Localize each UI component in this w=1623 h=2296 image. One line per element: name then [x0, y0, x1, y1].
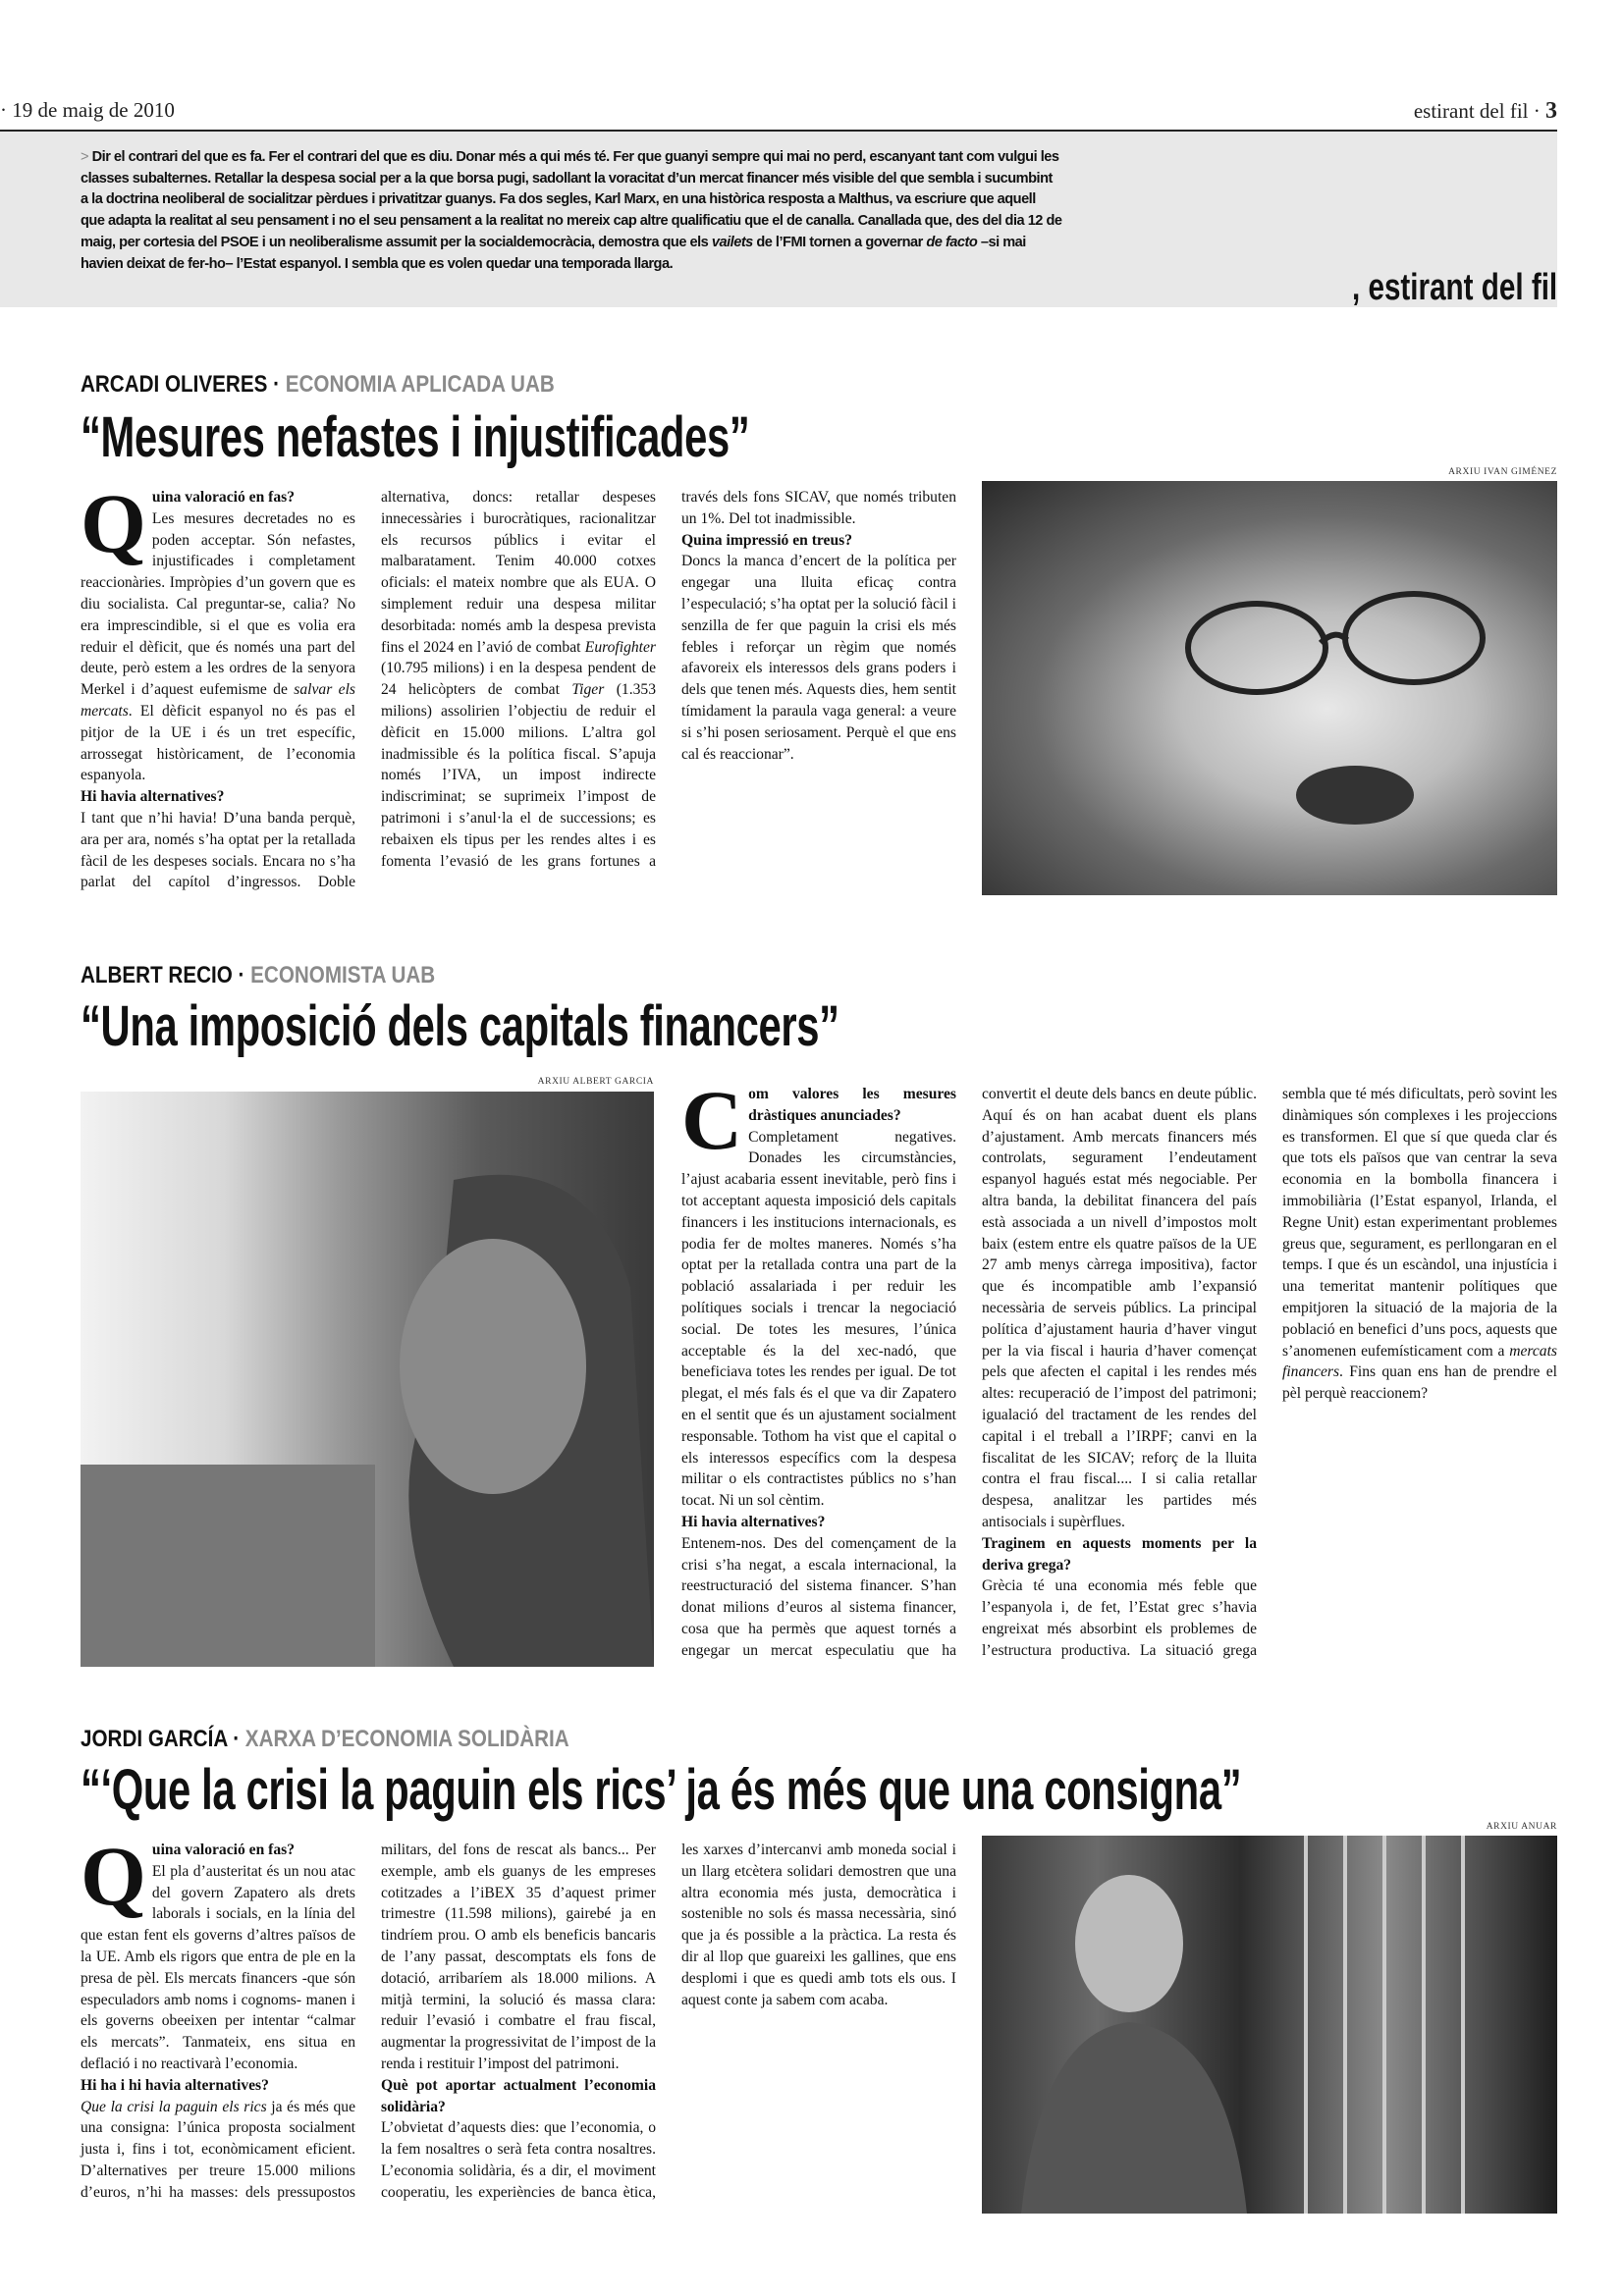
text-run: Grècia té una economia més feble que l’espanyola i, de fet, l’Estat grec s’havia engreixat més absorbint els problemes de l’estructura productiva. La situació grega sembla que té més dificultats, però sovint les dinàmiques són complexes i les projeccions es transformen. El que sí que queda clar és que tots els països que van centrar la seva economia en la bombolla financera i immobiliària (l’Estat espanyol, Irlanda, el Regne Unit) estan experimentant problemes greus que, segurament, es perllongaran en el temps. I que és un escàndol, una injustícia i una temeritat mantenir polítiques que empitjoren la situació de la majoria de la població en benefici d’uns pocs, aquests que s’anomenen eufemísticament com a — [982, 1086, 1557, 1659]
text-run: Dir el contrari del que es fa. Fer el contrari del que es diu. Donar més a qui més té. Fer que guanyi sempre qui mai no perd, escanyant tant com vulgui les classes subalternes. Retallar la despesa social per a la que borsa pugi, sadollant la voracitat d’un mercat financer més visible del que sembla i sucumbint a la doctrina neoliberal de socialitzar pèrdues i privatitzar guanys. Fa dos segles, Karl Marx, en una històrica resposta a Malthus, va escriure que aquell que adapta la realitat al seu pensament i no el seu pensament a la realitat no mereix cap altre qualificatiu que el de canalla. Canallada que, des del dia 12 de maig, per cortesia del PSOE i un neoliberalisme assumit per la socialdemocràcia, demostra que els — [81, 149, 1062, 250]
italic-text: mercats financers — [1282, 1342, 1557, 1381]
qa-block — [81, 1829, 355, 2075]
text-run: (10.795 milions) i en la despesa pendent de 24 helicòpters de combat — [381, 660, 656, 699]
question: Hi havia alternatives? — [681, 1513, 826, 1530]
italic-text: Tiger — [571, 681, 605, 699]
photo-credit: ARXIU ALBERT GARCIA — [537, 1077, 654, 1087]
author: ARCADI OLIVERES — [81, 371, 268, 398]
italic-text: Eurofighter — [584, 638, 656, 656]
page-number: 3 — [1545, 98, 1557, 124]
italic-text: Que la crisi la paguin els rics — [81, 2098, 267, 2115]
photo-credit: ARXIU IVAN GIMÉNEZ — [1448, 467, 1557, 477]
section-title: , estirant del fil — [1351, 267, 1557, 308]
header-section: estirant del fil · 3 — [1413, 98, 1557, 124]
article-1-kicker — [81, 371, 555, 399]
author: ALBERT RECIO — [81, 962, 233, 988]
qa-block — [681, 1073, 956, 1512]
question: Hi ha i hi havia alternatives? — [81, 2076, 269, 2094]
author: JORDI GARCÍA — [81, 1726, 228, 1752]
article-1-headline: “Mesures nefastes i injustificades” — [81, 405, 750, 469]
section-name: estirant del fil — [1413, 99, 1529, 123]
question: Hi havia alternatives? — [81, 788, 225, 806]
italic-text: salvar els mercats — [81, 681, 355, 720]
text-run: ja és més que una consigna: l’única proposta socialment justa i, fins i tot, econòmicament eficient. D’alternatives per treure 15.000 milions d’euros, n’hi ha masses: dels pressupostos militars, del fons de rescat als bancs... Per exemple, amb els guanys de les empreses cotitzades a l’iBEX 35 d’aquest primer trimestre (11.598 milions), gairebé ja en tindríem prou. O amb els beneficis bancaris de l’any passat, descomptats els fons de dotació, arribaríem als 18.000 milions. A mitjà termini, la solució és massa clara: reduir l’evasió i combatre el frau fiscal, augmentar la progressivitat de l’impost de la renda i restituir l’impost del patrimoni. — [81, 1842, 656, 2201]
text-run: (1.353 milions) assolirien l’objectiu de reduir el dèficit en 15.000 milions. L’altra gol inadmissible és la política fiscal. S’apuja només l’IVA, un impost indirecte indiscriminat; se suprimeix l’impost de patrimoni i s’anul·la el de successions; es rebaixen els tipus per les rendes altes i es fomenta l’evasió de les grans fortunes a través dels fons SICAV, que només tributen un 1%. Del tot inadmissible. — [381, 489, 956, 870]
article-2-kicker — [81, 962, 435, 989]
qa-block — [681, 530, 956, 766]
portrait-photo-arcadi-oliveres — [982, 481, 1557, 895]
date: 19 de maig de 2010 — [12, 98, 175, 122]
text-run: Completament negatives. Donades les circumstàncies, l’ajust acabaria essent inevitable, però fins i tot acceptant aquesta imposició dels capitals financers i les institucions internacionals, es podia fer de moltes maneres. Només s’ha optat per la retallada contra una part de la població assalariada i per reduir les polítiques socials i trencar la negociació social. De totes les mesures, l’única acceptable és la del xec-nadó, que beneficiava totes les rendes per igual. De tot plegat, el més fals és el que va dir Zapatero en el sentit que és un ajustament socialment responsable. Tothom ha vist que el capital o els interessos específics com la despesa militar o els contractistes públics no s’han tocat. Ni un sol cèntim. — [681, 1128, 956, 1510]
article-3-body — [81, 1829, 956, 2222]
question: Què pot aportar actualment l’economia solidària? — [381, 2076, 656, 2115]
photo-credit: ARXIU ANUAR — [1486, 1822, 1557, 1832]
photo-illustration — [982, 1836, 1557, 2214]
text-run: Doncs la manca d’encert de la política per engegar una lluita eficaç contra l’especulació; s’ha optat per la solució fàcil i senzilla de fer que paguin la crisi els més febles i reforçar un règim que només afavoreix els interessos dels grans poders i dels que tenen més. Aquests dies, hem sentit tímidament la paraula vaga general: a veure si s’hi posen seriosament. Perquè el que ens cal és reaccionar”. — [681, 553, 956, 763]
separator: · — [267, 371, 286, 398]
article-1-body — [81, 476, 956, 899]
question: Com valores les mesures dràstiques anunciades? — [681, 1073, 956, 1167]
separator: · — [232, 962, 251, 988]
portrait-photo-albert-recio — [81, 1092, 654, 1667]
author-role: XARXA D’ECONOMIA SOLIDÀRIA — [244, 1726, 569, 1752]
photo-illustration — [982, 481, 1557, 895]
qa-block — [81, 476, 355, 786]
italic-text: de facto — [926, 234, 978, 250]
separator: · — [227, 1726, 245, 1752]
text-run: Les mesures decretades no es poden acceptar. Són nefastes, injustificades i completament reaccionàries. Impròpies d’un govern que es diu socialista. Cal preguntar-se, calia? No era imprescindible, si el que es volia era reduir el dèficit, que és només una part del deute, però estem a les ordres de la senyora Merkel i d’aquest eufemisme de — [81, 509, 355, 699]
italic-text: vailets — [711, 234, 753, 250]
text-run: El pla d’austeritat és un nou atac del govern Zapatero als drets laborals i socials, en la línia del que estan fent els governs d’altres països de la UE. Amb els rigors que entra de ple en la presa de pèl. Els mercats financers -que són especuladors amb noms i cognoms- manen i els governs obeeixen per intentar “calmar els mercats”. Tanmateix, ens situa en deflació i no reactivarà l’economia. — [81, 1862, 355, 2072]
article-3-kicker — [81, 1726, 569, 1753]
author-role: ECONOMISTA UAB — [250, 962, 436, 988]
question: Quina valoració en fas? — [81, 1829, 296, 1923]
text-run: . Fins quan ens han de prendre el pèl perquè reaccionem? — [1282, 1363, 1557, 1403]
article-3-headline: “‘Que la crisi la paguin els rics’ ja és més que una consigna” — [81, 1758, 1242, 1822]
portrait-photo-jordi-garcia — [982, 1836, 1557, 2214]
author-role: ECONOMIA APLICADA UAB — [285, 371, 555, 398]
header-date: · 19 de maig de 2010 — [0, 98, 175, 122]
text-run: Entenem-nos. Des del començament de la crisi s’ha negat, a escala internacional, la reestructuració del sistema financer. S’han donat milions d’euros al sistema financer, cosa que ha permès que aquest tornés a engegar un mercat especulatiu que ha convertit el deute dels bancs en deute públic. Aquí és on han acabat duent els plans d’ajustament. Amb mercats financers més controlats, segurament l’endeutament espanyol hagués estat més negociable. Per altra banda, la debilitat financera del país està associada a un nivell d’impostos molt baix (estem entre els quatre països de la UE 27 amb menys càrrega impositiva), factor que és incompatible amb l’expansió necessària de serveis públics. La principal política d’ajustament hauria d’haver vingut per la via fiscal i hauria d’haver començat pels que afecten el capital i les rendes més altes: recuperació de l’impost del patrimoni; igualació del tractament de les rendes del capital i el treball a l’IRPF; canvi en la fiscalitat de les SICAV; reforç de la lluita contra el frau fiscal.... I si calia retallar despesa, analitzar les partides més antisocials i supèrflues. — [681, 1086, 1257, 1659]
arrow-mark-icon: > — [81, 149, 89, 165]
photo-illustration — [81, 1092, 654, 1667]
article-2-body — [681, 1073, 1557, 1673]
question: Quina valoració en fas? — [81, 476, 296, 570]
question: Quina impressió en treus? — [681, 531, 853, 549]
text-run: L’obvietat d’aquests dies: que l’economia, o la fem nosaltres o serà feta contra nosaltres. L’economia solidària, és a dir, el moviment cooperatiu, les experiències de banca ètica, les xarxes d’intercanvi amb moneda social i un llarg etcètera solidari demostren que una altra economia més justa, democràtica i sostenible no sols és massa necessària, sinó que ja és possible a la pràctica. La resta és dir al llop que guareixi les gallines, que ens desplomi i que es quedi amb tots els ous. I aquest conte ja sabem com acaba. — [381, 1842, 956, 2201]
question: Traginem en aquests moments per la deriva grega? — [982, 1534, 1257, 1574]
text-run: de l’FMI tornen a governar — [752, 234, 927, 250]
text-run: –si mai havien deixat de fer-ho– l’Estat espanyol. I sembla que es volen quedar una temporada llarga. — [81, 234, 1026, 272]
text-run: I tant que n’hi havia! D’una banda perquè, ara per ara, només s’ha optat per la retallada fàcil de les despeses socials. Encara no s’ha parlat del capítol d’ingressos. Doble alternativa, doncs: retallar despeses innecessàries i burocràtiques, racionalitzar els recursos públics i evitar el malbaratament. Tenim 40.000 cotxes oficials: el mateix nombre que als EUA. O simplement reduir una despesa militar desorbitada: només amb la despesa prevista fins el 2024 en l’avió de combat — [81, 489, 656, 891]
text-run: . El dèficit espanyol no és pas el pitjor de la UE i és un tret específic, arrossegat històricament, de l’economia espanyola. — [81, 702, 355, 784]
intro-text — [81, 147, 1062, 275]
article-2-headline: “Una imposició dels capitals financers” — [81, 994, 839, 1058]
